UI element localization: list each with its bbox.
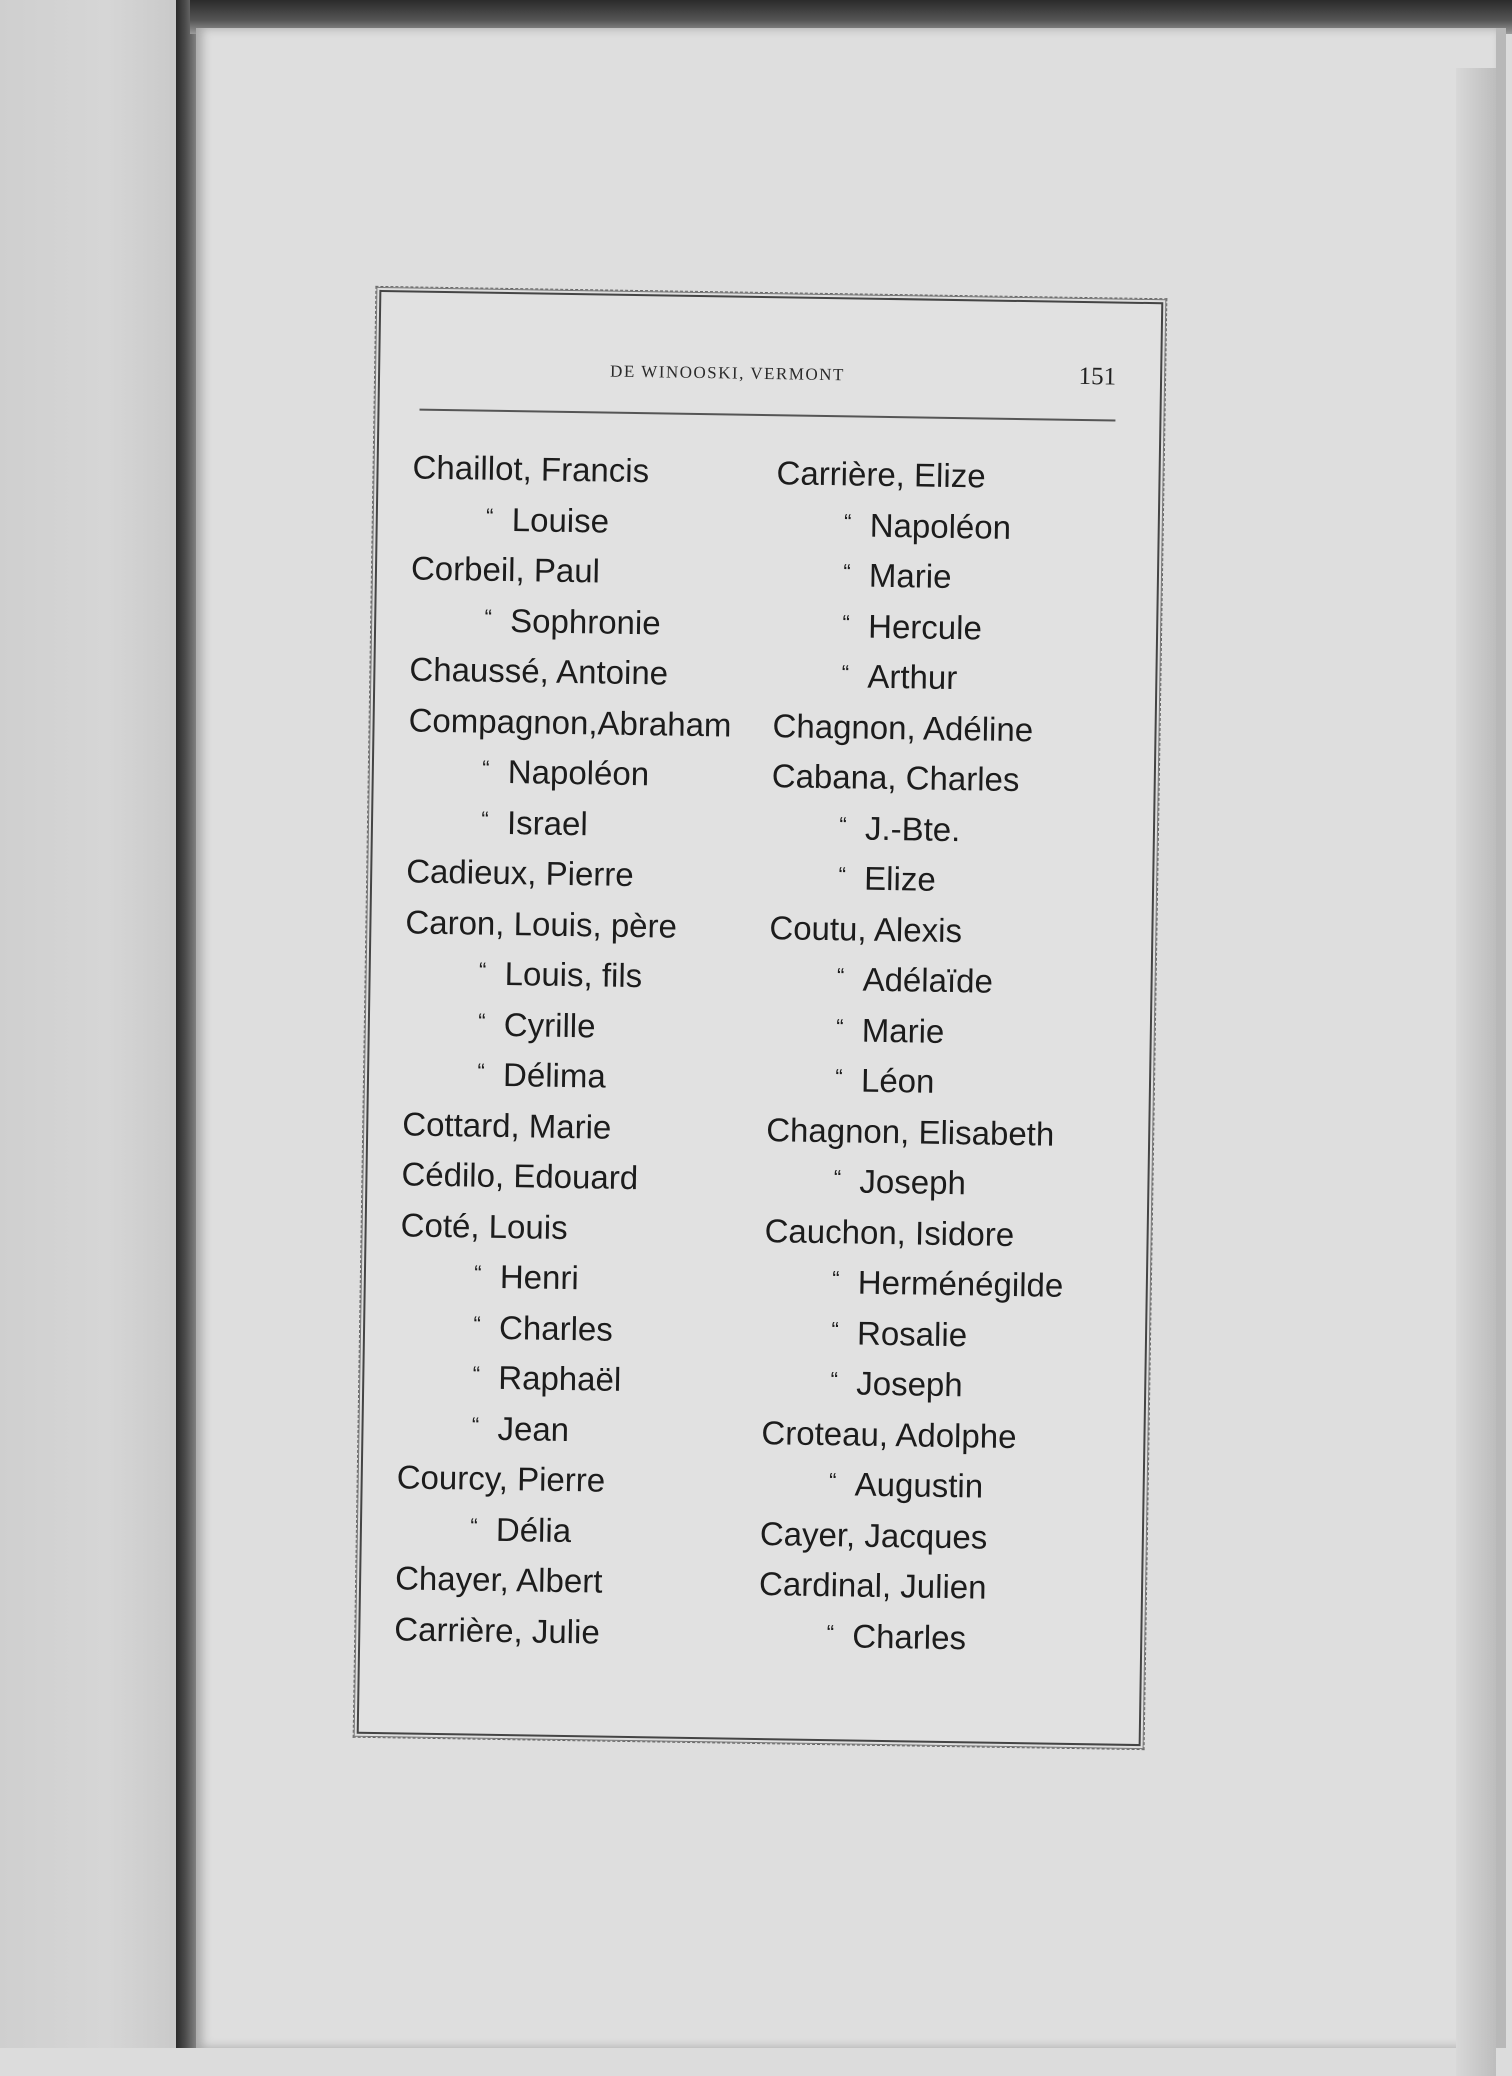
name-text: Israel xyxy=(506,803,589,842)
book-gutter xyxy=(176,0,198,2048)
name-text: Sophronie xyxy=(509,601,661,641)
name-entry xyxy=(775,549,1156,605)
name-text: Cabana, Charles xyxy=(771,757,1020,799)
name-text: Cédilo, Edouard xyxy=(401,1155,639,1197)
ditto-mark: “ xyxy=(838,862,847,888)
name-entry xyxy=(412,442,773,498)
ditto-mark: “ xyxy=(481,806,489,832)
name-text: Marie xyxy=(868,556,952,595)
name-entry xyxy=(762,1357,1143,1413)
name-entry xyxy=(398,1351,759,1407)
page-number: 151 xyxy=(1078,362,1117,391)
ditto-mark: “ xyxy=(833,1165,842,1191)
ditto-mark: “ xyxy=(472,1361,481,1387)
name-entry xyxy=(769,903,1150,959)
ditto-mark: “ xyxy=(474,1260,482,1286)
name-entry xyxy=(409,644,770,700)
name-text: Caron, Louis, père xyxy=(405,902,678,945)
ditto-mark: “ xyxy=(841,660,850,686)
name-entry xyxy=(771,751,1152,807)
name-text: Napoléon xyxy=(869,506,1012,546)
name-entry xyxy=(763,1256,1144,1312)
name-entry xyxy=(404,947,765,1003)
name-text: Chayer, Albert xyxy=(394,1559,603,1600)
name-entry xyxy=(408,695,769,751)
name-entry xyxy=(767,1004,1148,1060)
name-entry xyxy=(760,1458,1141,1514)
name-entry xyxy=(411,493,772,549)
ditto-mark: “ xyxy=(843,508,852,534)
name-entry xyxy=(767,1054,1148,1110)
name-entry xyxy=(401,1149,762,1205)
name-text: Charles xyxy=(852,1617,967,1656)
name-text: Cayer, Jacques xyxy=(759,1514,988,1556)
ditto-mark: “ xyxy=(473,1311,482,1337)
name-entry xyxy=(774,600,1155,656)
running-head xyxy=(380,350,1161,402)
ditto-mark: “ xyxy=(471,1412,480,1438)
name-text: Joseph xyxy=(855,1364,963,1404)
name-entry xyxy=(400,1250,761,1306)
name-text: Marie xyxy=(861,1011,945,1050)
ditto-mark: “ xyxy=(470,1513,478,1539)
name-entry xyxy=(399,1301,760,1357)
name-text: Cyrille xyxy=(503,1005,596,1044)
ditto-mark: “ xyxy=(832,1266,840,1292)
name-entry xyxy=(759,1559,1140,1615)
name-entry xyxy=(397,1402,758,1458)
ditto-mark: “ xyxy=(482,755,490,781)
name-text: Napoléon xyxy=(507,753,650,793)
name-text: Chagnon, Adéline xyxy=(772,706,1034,748)
header-rule xyxy=(419,409,1115,422)
right-name-column xyxy=(758,448,1157,1666)
name-entry xyxy=(775,499,1156,555)
running-title: DE WINOOSKI, VERMONT xyxy=(609,361,846,385)
ditto-mark: “ xyxy=(843,559,851,585)
name-text: Délima xyxy=(502,1055,607,1095)
name-text: Cottard, Marie xyxy=(402,1104,612,1146)
name-text: Elize xyxy=(863,859,937,898)
name-entry xyxy=(765,1155,1146,1211)
name-entry xyxy=(758,1610,1139,1666)
name-text: Léon xyxy=(860,1061,935,1100)
name-text: Coté, Louis xyxy=(400,1205,568,1246)
facing-page-edge xyxy=(0,0,178,2048)
name-entry xyxy=(394,1604,755,1660)
ditto-mark: “ xyxy=(485,503,494,529)
name-entry xyxy=(761,1408,1142,1464)
name-text: Henri xyxy=(499,1257,580,1297)
name-entry xyxy=(772,701,1153,757)
name-text: Charles xyxy=(498,1308,614,1348)
name-text: Joseph xyxy=(859,1162,967,1202)
name-list-plate xyxy=(357,290,1164,1746)
name-text: Chaillot, Francis xyxy=(412,448,650,490)
ditto-mark: “ xyxy=(478,1008,486,1034)
name-text: Jean xyxy=(497,1409,570,1448)
ditto-mark: “ xyxy=(836,1013,844,1039)
name-entry xyxy=(770,852,1151,908)
name-text: Louise xyxy=(511,500,610,540)
name-entry xyxy=(396,1452,757,1508)
name-text: Cauchon, Isidore xyxy=(764,1211,1015,1253)
name-entry xyxy=(406,846,767,902)
name-entry xyxy=(764,1206,1145,1262)
name-columns xyxy=(394,442,1133,1656)
ditto-mark: “ xyxy=(830,1367,839,1393)
name-entry xyxy=(405,897,766,953)
name-entry xyxy=(407,796,768,852)
name-text: Carrière, Julie xyxy=(394,1609,601,1651)
name-text: J.-Bte. xyxy=(864,809,961,848)
name-text: Chagnon, Elisabeth xyxy=(765,1110,1055,1153)
name-entry xyxy=(776,448,1157,504)
name-entry xyxy=(766,1105,1147,1161)
page-edge-shadow xyxy=(1456,68,1496,2076)
name-entry xyxy=(403,1048,764,1104)
name-text: Délia xyxy=(495,1510,572,1549)
name-text: Compagnon,Abraham xyxy=(408,700,732,744)
ditto-mark: “ xyxy=(828,1468,837,1494)
ditto-mark: “ xyxy=(478,957,487,983)
name-text: Rosalie xyxy=(856,1314,968,1353)
name-entry xyxy=(395,1553,756,1609)
name-text: Arthur xyxy=(867,657,958,697)
name-text: Hercule xyxy=(867,607,983,646)
ditto-mark: “ xyxy=(842,609,851,635)
name-text: Courcy, Pierre xyxy=(396,1458,606,1499)
name-text: Augustin xyxy=(854,1465,984,1505)
name-text: Cadieux, Pierre xyxy=(405,852,634,893)
name-entry xyxy=(396,1503,757,1559)
name-text: Adélaïde xyxy=(862,960,994,1000)
name-text: Corbeil, Paul xyxy=(410,549,601,590)
name-entry xyxy=(760,1509,1141,1565)
left-name-column xyxy=(394,442,773,1660)
name-entry xyxy=(768,953,1149,1009)
name-text: Coutu, Alexis xyxy=(769,908,963,949)
name-entry xyxy=(771,802,1152,858)
ditto-mark: “ xyxy=(839,811,847,837)
name-entry xyxy=(400,1200,761,1256)
name-entry xyxy=(763,1307,1144,1363)
name-entry xyxy=(403,998,764,1054)
name-entry xyxy=(410,594,771,650)
name-entry xyxy=(773,650,1154,706)
name-text: Cardinal, Julien xyxy=(758,1565,987,1606)
name-entry xyxy=(407,745,768,801)
name-entry xyxy=(402,1099,763,1155)
name-text: Herménégilde xyxy=(857,1263,1064,1304)
name-text: Carrière, Elize xyxy=(776,454,986,495)
ditto-mark: “ xyxy=(477,1058,485,1084)
ditto-mark: “ xyxy=(826,1619,835,1645)
name-text: Chaussé, Antoine xyxy=(409,650,669,692)
ditto-mark: “ xyxy=(836,963,845,989)
ditto-mark: “ xyxy=(484,604,493,630)
ditto-mark: “ xyxy=(835,1064,843,1090)
name-text: Louis, fils xyxy=(504,954,643,995)
ditto-mark: “ xyxy=(831,1316,839,1342)
name-text: Croteau, Adolphe xyxy=(761,1413,1017,1455)
name-entry xyxy=(411,543,772,599)
name-text: Raphaël xyxy=(498,1358,622,1398)
